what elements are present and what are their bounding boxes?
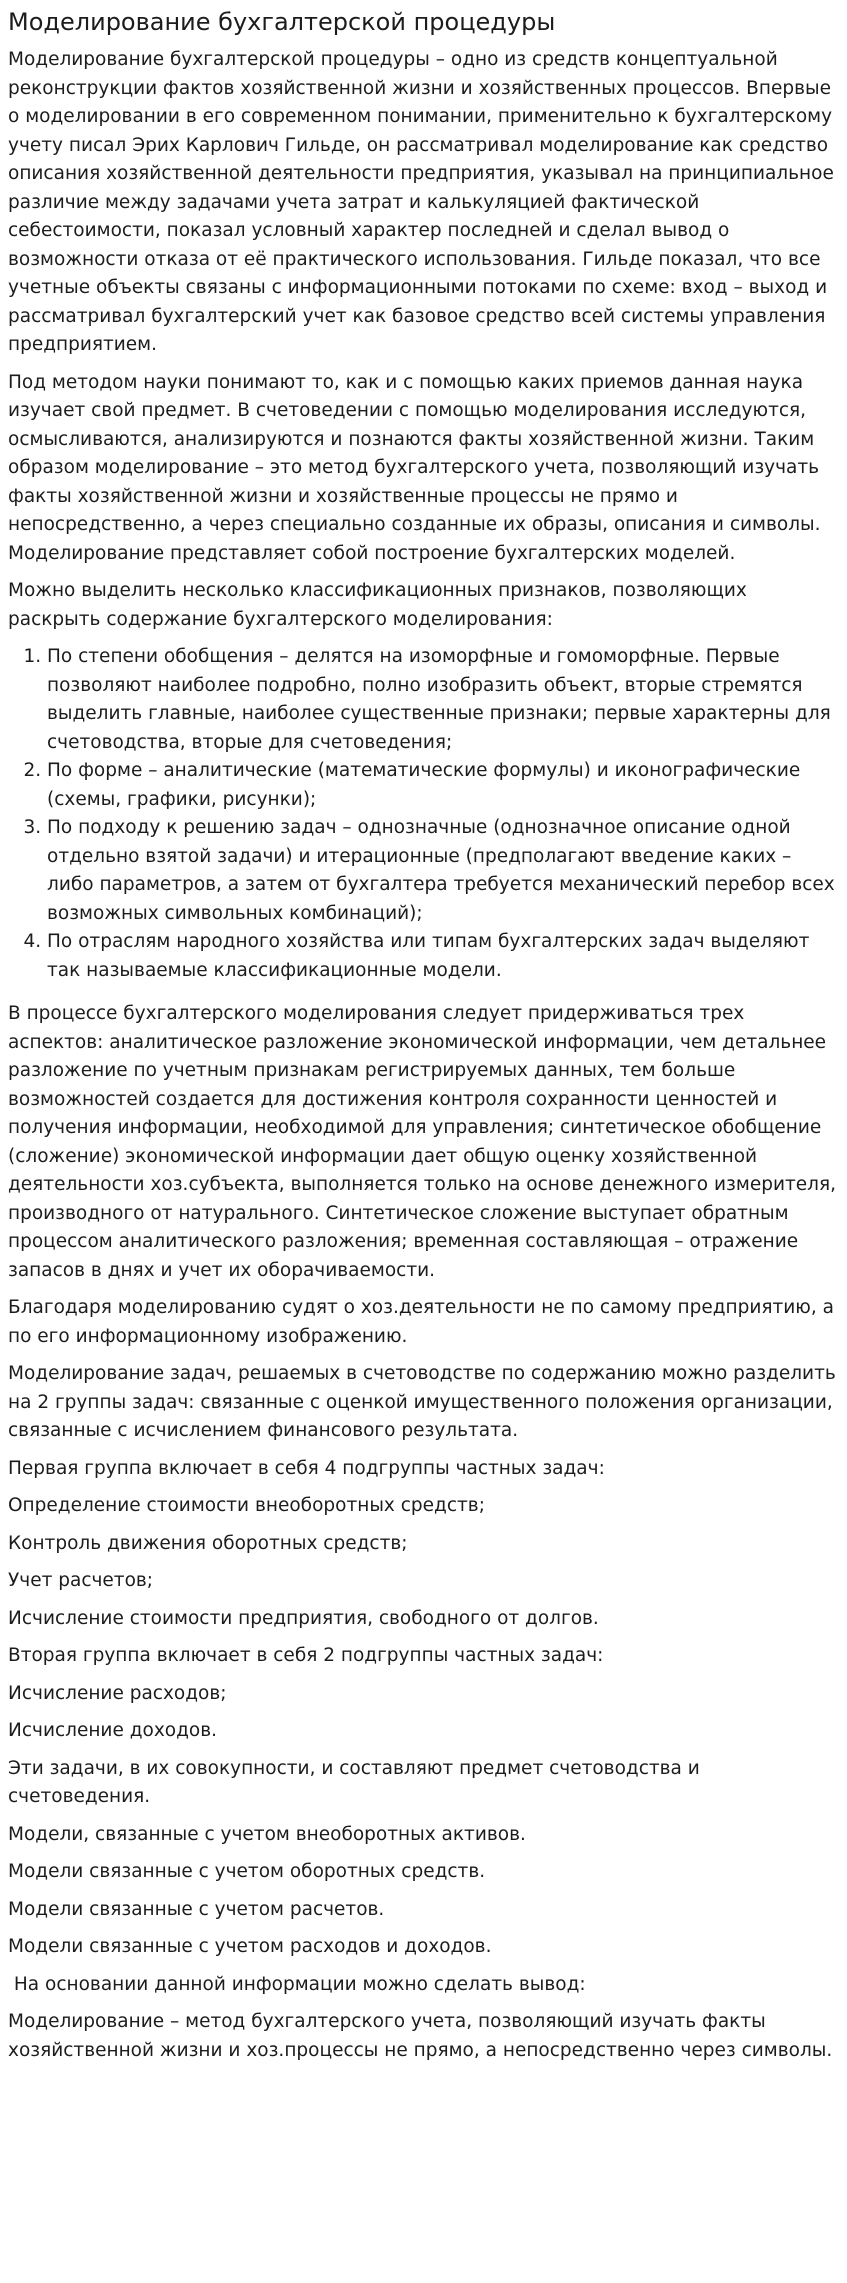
paragraph-task-item: Исчисление стоимости предприятия, свободного от долгов. — [8, 1607, 599, 1629]
paragraph-intro-3: Можно выделить несколько классификационных признаков, позволяющих раскрыть содержание бухгалтерского моделирования: — [8, 580, 747, 630]
paragraph-intro-1: Моделирование бухгалтерской процедуры – одно из средств концептуальной реконструкции фактов хозяйственной жизни и хозяйственных процессов. Впервые о моделировании в его современном понимании, применительно к бухгалтерскому учету писал Эрих Карлович Гильде, он рассматривал моделирование как средство описания хозяйственной деятельности предприятия, указывал на принципиальное различие между задачами учета затрат и калькуляцией фактической себестоимости, показал условный характер последней и сделал вывод о возможности отказа от её практического использования. Гильде показал, что все учетные объекты связаны с информационными потоками по схеме: вход – выход и рассматривал бухгалтерский учет как базовое средство всей системы управления предприятием. — [8, 49, 834, 355]
paragraph-task-groups: Моделирование задач, решаемых в счетоводстве по содержанию можно разделить на 2 группы задач: связанные с оценкой имущественного положения организации, связанные с исчислением финансового результата. — [8, 1363, 836, 1441]
paragraph-modeling-benefit: Благодаря моделированию судят о хоз.деятельности не по самому предприятию, а по его информационному изображению. — [8, 1297, 834, 1347]
paragraph-model-item: Модели связанные с учетом расходов и доходов. — [8, 1936, 492, 1957]
paragraph-subject: Эти задачи, в их совокупности, и составляют предмет счетоводства и счетоведения. — [8, 1757, 700, 1807]
list-item: 1. По степени обобщения – делятся на изоморфные и гомоморфные. Первые позволяют наиболее подробно, полно изобразить объект, вторые стремятся выделить главные, наиболее существенные признаки; первые характерны для счетоводства, вторые для счетоведения; — [47, 643, 839, 757]
paragraph-task-item: Контроль движения оборотных средств; — [8, 1532, 408, 1554]
paragraph-task-item: Исчисление доходов. — [8, 1720, 217, 1741]
paragraph-second-group: Вторая группа включает в себя 2 подгруппы частных задач: — [8, 1645, 604, 1666]
paragraph-conclusion: Моделирование – метод бухгалтерского учета, позволяющий изучать факты хозяйственной жизни и хоз.процессы не прямо, а непосредственно через символы. — [8, 2011, 833, 2061]
paragraph-task-item: Учет расчетов; — [8, 1570, 154, 1591]
page-title: Моделирование бухгалтерской процедуры — [8, 8, 556, 36]
list-item: 4. По отраслям народного хозяйства или типам бухгалтерских задач выделяют так называемые классификационные модели. — [47, 928, 839, 985]
list-item: 2. По форме – аналитические (математические формулы) и иконографические (схемы, графики, рисунки); — [47, 757, 839, 814]
paragraph-first-group: Первая группа включает в себя 4 подгруппы частных задач: — [8, 1457, 605, 1479]
paragraph-intro-2: Под методом науки понимают то, как и с помощью каких приемов данная наука изучает свой предмет. В счетоведении с помощью моделирования исследуются, осмысливаются, анализируются и познаются факты хозяйственной жизни. Таким образом моделирование – это метод бухгалтерского учета, позволяющий изучать факты хозяйственной жизни и хозяйственные процессы не прямо и непосредственно, а через специально созданные их образы, описания и символы. Моделирование представляет собой построение бухгалтерских моделей. — [8, 371, 821, 564]
paragraph-task-item: Исчисление расходов; — [8, 1682, 227, 1704]
paragraph-conclusion-lead: На основании данной информации можно сделать вывод: — [8, 1973, 586, 1995]
paragraph-model-item: Модели, связанные с учетом внеоборотных активов. — [8, 1823, 526, 1845]
paragraph-task-item: Определение стоимости внеоборотных средств; — [8, 1495, 485, 1516]
paragraph-model-item: Модели связанные с учетом расчетов. — [8, 1898, 385, 1920]
classification-list — [8, 643, 839, 985]
paragraph-model-item: Модели связанные с учетом оборотных средств. — [8, 1861, 486, 1882]
paragraph-aspects: В процессе бухгалтерского моделирования следует придерживаться трех аспектов: аналитическое разложение экономической информации, чем детальнее разложение по учетным признакам регистрируемых данных, тем больше возможностей создается для достижения контроля сохранности ценностей и получения информации, необходимой для управления; синтетическое обобщение (сложение) экономической информации дает общую оценку хозяйственной деятельности хоз.субъекта, выполняется только на основе денежного измерителя, производного от натурального. Синтетическое сложение выступает обратным процессом аналитического разложения; временная составляющая – отражение запасов в днях и учет их оборачиваемости. — [8, 1003, 836, 1281]
list-item: 3. По подходу к решению задач – однозначные (однозначное описание одной отдельно взятой задачи) и итерационные (предполагают введение каких – либо параметров, а затем от бухгалтера требуется механический перебор всех возможных символьных комбинаций); — [47, 814, 839, 928]
